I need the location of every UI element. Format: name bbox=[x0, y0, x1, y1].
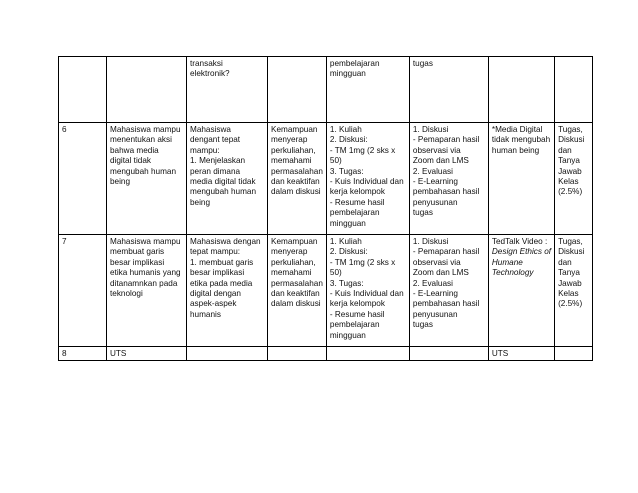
cell-line: perkuliahan, bbox=[271, 257, 316, 267]
cell-line: Technology bbox=[491, 268, 534, 278]
cell-line: 2. Diskusi: bbox=[329, 135, 368, 145]
method-cell bbox=[326, 235, 409, 347]
cell-line: - Kuis Individual dan bbox=[329, 289, 404, 299]
cell-line: mingguan bbox=[329, 330, 366, 340]
indicator-cell bbox=[187, 235, 268, 347]
cell-line: Mahasiswa dengan bbox=[190, 237, 261, 246]
cell-line: transaksi bbox=[190, 59, 223, 68]
cell-line: dan keaktifan bbox=[271, 289, 320, 299]
assessment-cell bbox=[555, 347, 593, 361]
cell-line: mengubah human bbox=[190, 187, 257, 197]
cell-line: peran dimana bbox=[190, 166, 241, 176]
cell-line: UTS bbox=[110, 349, 127, 358]
cell-line: 1. Diskusi bbox=[412, 237, 449, 246]
cell-line: Jawab bbox=[558, 166, 582, 176]
week-number-cell bbox=[59, 347, 107, 361]
rps-table bbox=[58, 56, 593, 361]
cell-line: menyerap bbox=[271, 135, 308, 145]
table-row bbox=[59, 347, 593, 361]
assessment-cell bbox=[555, 235, 593, 347]
cell-line: 50) bbox=[329, 156, 342, 166]
learning-activity-cell bbox=[409, 57, 488, 123]
cell-line: bahwa media bbox=[110, 145, 159, 155]
cell-line: 1. Kuliah bbox=[329, 125, 362, 134]
learning-outcome-cell bbox=[107, 235, 187, 347]
cell-line: 3. Tugas: bbox=[329, 166, 364, 176]
cell-line: *Media Digital bbox=[491, 125, 543, 134]
learning-outcome-cell bbox=[107, 57, 187, 123]
cell-line: etika humanis yang bbox=[110, 268, 181, 278]
cell-line: menentukan aksi bbox=[110, 135, 172, 145]
criteria-cell bbox=[268, 235, 327, 347]
cell-line: Tanya bbox=[558, 156, 580, 166]
learning-activity-cell bbox=[409, 235, 488, 347]
cell-line: observasi via bbox=[412, 145, 461, 155]
cell-line: etika pada media bbox=[190, 278, 253, 288]
cell-line: UTS bbox=[491, 349, 509, 358]
cell-line: membuat garis bbox=[110, 247, 165, 257]
cell-line: observasi via bbox=[412, 257, 461, 267]
cell-line: dalam diskusi bbox=[271, 187, 321, 197]
cell-line: Zoom dan LMS bbox=[412, 156, 469, 166]
criteria-cell bbox=[268, 57, 327, 123]
cell-line: pembahasan hasil bbox=[412, 187, 480, 197]
material-cell bbox=[488, 123, 554, 235]
cell-line: kerja kelompok bbox=[329, 299, 385, 309]
cell-line: perkuliahan, bbox=[271, 145, 316, 155]
learning-activity-cell bbox=[409, 123, 488, 235]
assessment-cell bbox=[555, 123, 593, 235]
cell-line: media digital tidak bbox=[190, 177, 256, 187]
cell-line: (2.5%) bbox=[558, 187, 583, 197]
cell-line: Zoom dan LMS bbox=[412, 268, 469, 278]
cell-line: Humane bbox=[491, 257, 523, 267]
cell-line: 2. Diskusi: bbox=[329, 247, 368, 257]
cell-line: - Pemaparan hasil bbox=[412, 135, 480, 145]
cell-line: tepat mampu: bbox=[190, 247, 241, 257]
cell-line: Tugas, bbox=[558, 125, 583, 134]
cell-line: pembelajaran bbox=[329, 320, 380, 330]
cell-line: TedTalk Video : bbox=[491, 237, 548, 246]
cell-line: Tugas, bbox=[558, 237, 583, 246]
cell-line: mingguan bbox=[329, 69, 366, 79]
cell-line: - Resume hasil bbox=[329, 309, 385, 319]
cell-line: tugas bbox=[412, 320, 433, 330]
indicator-cell bbox=[187, 123, 268, 235]
cell-line: Kemampuan bbox=[271, 125, 318, 134]
week-number-cell bbox=[59, 123, 107, 235]
cell-line: elektronik? bbox=[190, 69, 230, 79]
cell-line: dan bbox=[558, 257, 572, 267]
cell-line: humanis bbox=[190, 309, 221, 319]
cell-line: dengant tepat bbox=[190, 135, 241, 145]
cell-line: aspek-aspek bbox=[190, 299, 237, 309]
indicator-cell bbox=[187, 347, 268, 361]
cell-line: digital dengan bbox=[190, 289, 241, 299]
week-number-cell bbox=[59, 57, 107, 123]
cell-line: pembahasan hasil bbox=[412, 299, 480, 309]
cell-line: penyusunan bbox=[412, 197, 458, 207]
assessment-cell bbox=[555, 57, 593, 123]
cell-line: 3. Tugas: bbox=[329, 278, 364, 288]
cell-line: 2. Evaluasi bbox=[412, 278, 453, 288]
cell-line: Mahasiswa mampu bbox=[110, 125, 181, 134]
cell-line: - TM 1mg (2 sks x bbox=[329, 257, 396, 267]
cell-line: Kemampuan bbox=[271, 237, 318, 246]
cell-line: pembelajaran bbox=[329, 208, 380, 218]
cell-line: human being bbox=[491, 145, 540, 155]
material-cell bbox=[488, 347, 554, 361]
cell-line: 1. Kuliah bbox=[329, 237, 362, 246]
cell-line: - Pemaparan hasil bbox=[412, 247, 480, 257]
cell-line: Diskusi bbox=[558, 135, 585, 145]
table-row bbox=[59, 235, 593, 347]
material-cell bbox=[488, 235, 554, 347]
method-cell bbox=[326, 57, 409, 123]
cell-line: kerja kelompok bbox=[329, 187, 385, 197]
cell-line: - E-Learning bbox=[412, 289, 458, 299]
method-cell bbox=[326, 123, 409, 235]
cell-text: 6 bbox=[62, 125, 67, 134]
cell-text: 8 bbox=[62, 349, 67, 358]
cell-line: digital tidak bbox=[110, 156, 151, 166]
cell-line: penyusunan bbox=[412, 309, 458, 319]
cell-line: dan keaktifan bbox=[271, 177, 320, 187]
cell-line: Design Ethics of bbox=[491, 247, 552, 257]
cell-line: permasalahan bbox=[271, 166, 323, 176]
criteria-cell bbox=[268, 347, 327, 361]
learning-outcome-cell bbox=[107, 123, 187, 235]
cell-line: pembelajaran bbox=[329, 59, 380, 68]
cell-line: Tanya bbox=[558, 268, 580, 278]
cell-line: permasalahan bbox=[271, 278, 323, 288]
method-cell bbox=[326, 347, 409, 361]
table-row bbox=[59, 57, 593, 123]
cell-line: mingguan bbox=[329, 218, 366, 228]
cell-line: 2. Evaluasi bbox=[412, 166, 453, 176]
criteria-cell bbox=[268, 123, 327, 235]
learning-activity-cell bbox=[409, 347, 488, 361]
cell-line: besar implikasi bbox=[110, 257, 165, 267]
cell-line: Jawab bbox=[558, 278, 582, 288]
cell-line: mampu: bbox=[190, 145, 220, 155]
cell-line: 50) bbox=[329, 268, 342, 278]
cell-line: - TM 1mg (2 sks x bbox=[329, 145, 396, 155]
week-number-cell bbox=[59, 235, 107, 347]
cell-line: Mahasiswa bbox=[190, 125, 231, 134]
cell-line: Kelas bbox=[558, 289, 579, 299]
table-row bbox=[59, 123, 593, 235]
cell-line: being bbox=[110, 177, 131, 187]
cell-line: being bbox=[190, 197, 211, 207]
material-cell bbox=[488, 57, 554, 123]
cell-line: - E-Learning bbox=[412, 177, 458, 187]
cell-line: dalam diskusi bbox=[271, 299, 321, 309]
cell-line: teknologi bbox=[110, 289, 143, 299]
indicator-cell bbox=[187, 57, 268, 123]
cell-line: mengubah human bbox=[110, 166, 177, 176]
cell-line: (2.5%) bbox=[558, 299, 583, 309]
cell-line: memahami bbox=[271, 268, 312, 278]
cell-line: 1. Diskusi bbox=[412, 125, 449, 134]
cell-line: dan bbox=[558, 145, 572, 155]
cell-line: ditanamnkan pada bbox=[110, 278, 178, 288]
cell-line: Diskusi bbox=[558, 247, 585, 257]
cell-line: memahami bbox=[271, 156, 312, 166]
cell-text: 7 bbox=[62, 237, 67, 246]
cell-line: menyerap bbox=[271, 247, 308, 257]
cell-line: tugas bbox=[412, 208, 433, 218]
cell-line: - Resume hasil bbox=[329, 197, 385, 207]
cell-line: tugas bbox=[412, 59, 433, 68]
cell-line: 1. Menjelaskan bbox=[190, 156, 246, 166]
cell-line: Kelas bbox=[558, 177, 579, 187]
cell-line: 1. membuat garis bbox=[190, 257, 254, 267]
cell-line: Mahasiswa mampu bbox=[110, 237, 181, 246]
learning-outcome-cell bbox=[107, 347, 187, 361]
cell-line: besar implikasi bbox=[190, 268, 245, 278]
cell-line: - Kuis Individual dan bbox=[329, 177, 404, 187]
cell-line: tidak mengubah bbox=[491, 135, 551, 145]
